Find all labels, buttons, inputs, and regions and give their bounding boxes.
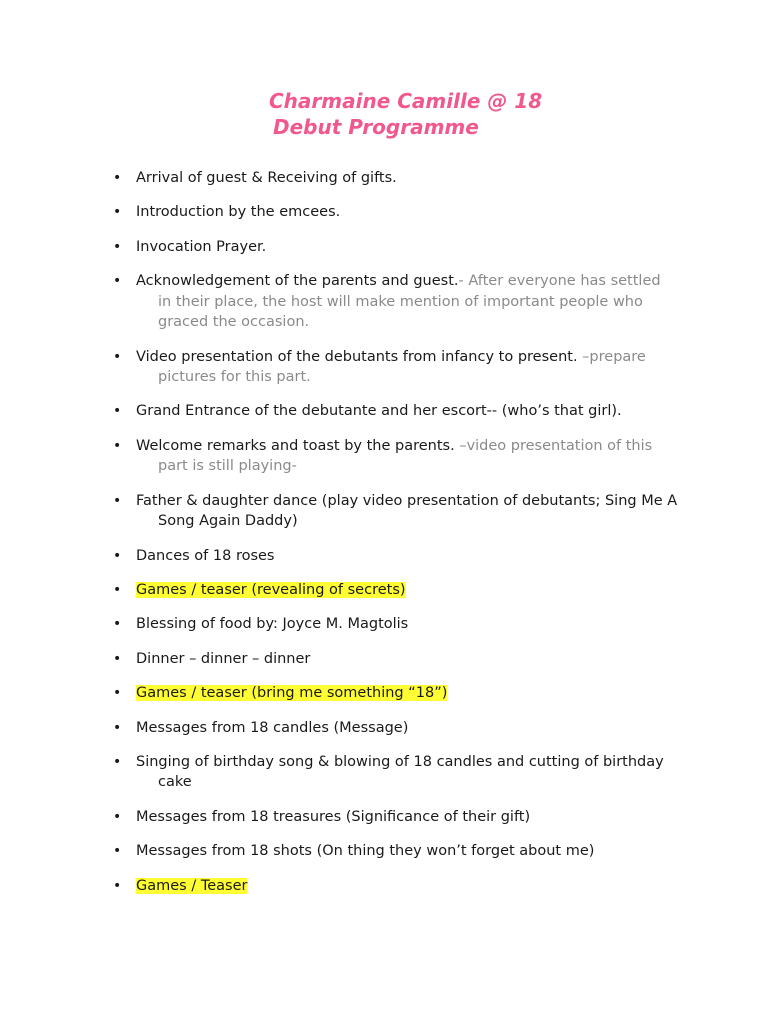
programme-item bbox=[0, 202, 768, 223]
programme-item bbox=[0, 876, 768, 897]
programme-item-text: Video presentation of the debutants from infancy to present. bbox=[136, 348, 583, 365]
programme-item-text: Messages from 18 shots (On thing they won’t forget about me) bbox=[136, 843, 595, 860]
programme-item bbox=[0, 752, 768, 793]
programme-item bbox=[0, 546, 768, 567]
programme-item bbox=[0, 683, 768, 704]
programme-item bbox=[0, 436, 768, 477]
programme-item bbox=[0, 168, 768, 189]
programme-item bbox=[0, 718, 768, 739]
programme-item-text: Father & daughter dance (play video presentation of debutants; Sing Me A Song Again Daddy) bbox=[136, 492, 678, 530]
programme-item-text: Games / teaser (revealing of secrets) bbox=[136, 582, 406, 599]
programme-item bbox=[0, 580, 768, 601]
bullet-icon: • bbox=[113, 582, 122, 599]
title-line-2: Debut Programme bbox=[273, 115, 479, 139]
programme-item-text: Grand Entrance of the debutante and her escort-- (who’s that girl). bbox=[136, 403, 622, 420]
programme-item bbox=[0, 841, 768, 862]
programme-item bbox=[0, 271, 768, 333]
programme-item bbox=[0, 347, 768, 388]
programme-item bbox=[0, 237, 768, 258]
programme-item-text: Introduction by the emcees. bbox=[136, 204, 341, 221]
programme-item-text: Dinner – dinner – dinner bbox=[136, 650, 311, 667]
programme-item-text: Arrival of guest & Receiving of gifts. bbox=[136, 170, 397, 186]
programme-item-text: Games / teaser (bring me something “18”) bbox=[136, 685, 448, 702]
bullet-icon: • bbox=[113, 238, 122, 255]
programme-item-text: Dances of 18 roses bbox=[136, 547, 275, 564]
programme-list bbox=[0, 168, 768, 910]
bullet-icon: • bbox=[113, 437, 122, 454]
bullet-icon: • bbox=[113, 204, 122, 221]
bullet-icon: • bbox=[113, 348, 122, 365]
programme-item bbox=[0, 614, 768, 635]
programme-item bbox=[0, 401, 768, 422]
bullet-icon: • bbox=[113, 719, 122, 736]
bullet-icon: • bbox=[113, 547, 122, 564]
programme-item-text: Acknowledgement of the parents and guest. bbox=[136, 273, 459, 290]
bullet-icon: • bbox=[113, 843, 122, 860]
programme-item bbox=[0, 491, 768, 532]
programme-item-text: Games / Teaser bbox=[136, 877, 248, 894]
programme-item-text: Messages from 18 treasures (Significance of their gift) bbox=[136, 808, 531, 825]
bullet-icon: • bbox=[113, 753, 122, 770]
programme-item-text: Messages from 18 candles (Message) bbox=[136, 719, 409, 736]
bullet-icon: • bbox=[113, 808, 122, 825]
programme-item-text: Welcome remarks and toast by the parents. bbox=[136, 437, 460, 454]
programme-item bbox=[0, 807, 768, 828]
bullet-icon: • bbox=[113, 403, 122, 420]
bullet-icon: • bbox=[113, 170, 122, 186]
programme-item-text: Singing of birthday song & blowing of 18 candles and cutting of birthday cake bbox=[136, 753, 664, 791]
programme-item-text: Blessing of food by: Joyce M. Magtolis bbox=[136, 616, 409, 633]
programme-item-note: - After everyone has settled in their place, the host will make mention of important people who graced the occasion. bbox=[158, 273, 661, 331]
bullet-icon: • bbox=[113, 685, 122, 702]
bullet-icon: • bbox=[113, 273, 122, 290]
programme-item bbox=[0, 649, 768, 670]
title-line-1: Charmaine Camille @ 18 bbox=[269, 89, 543, 113]
programme-item-text: Invocation Prayer. bbox=[136, 238, 267, 255]
bullet-icon: • bbox=[113, 877, 122, 894]
bullet-icon: • bbox=[113, 616, 122, 633]
programme-item-note: –prepare pictures for this part. bbox=[158, 348, 646, 386]
programme-item-note: –video presentation of this part is still playing- bbox=[158, 437, 653, 475]
bullet-icon: • bbox=[113, 650, 122, 667]
bullet-icon: • bbox=[113, 492, 122, 509]
